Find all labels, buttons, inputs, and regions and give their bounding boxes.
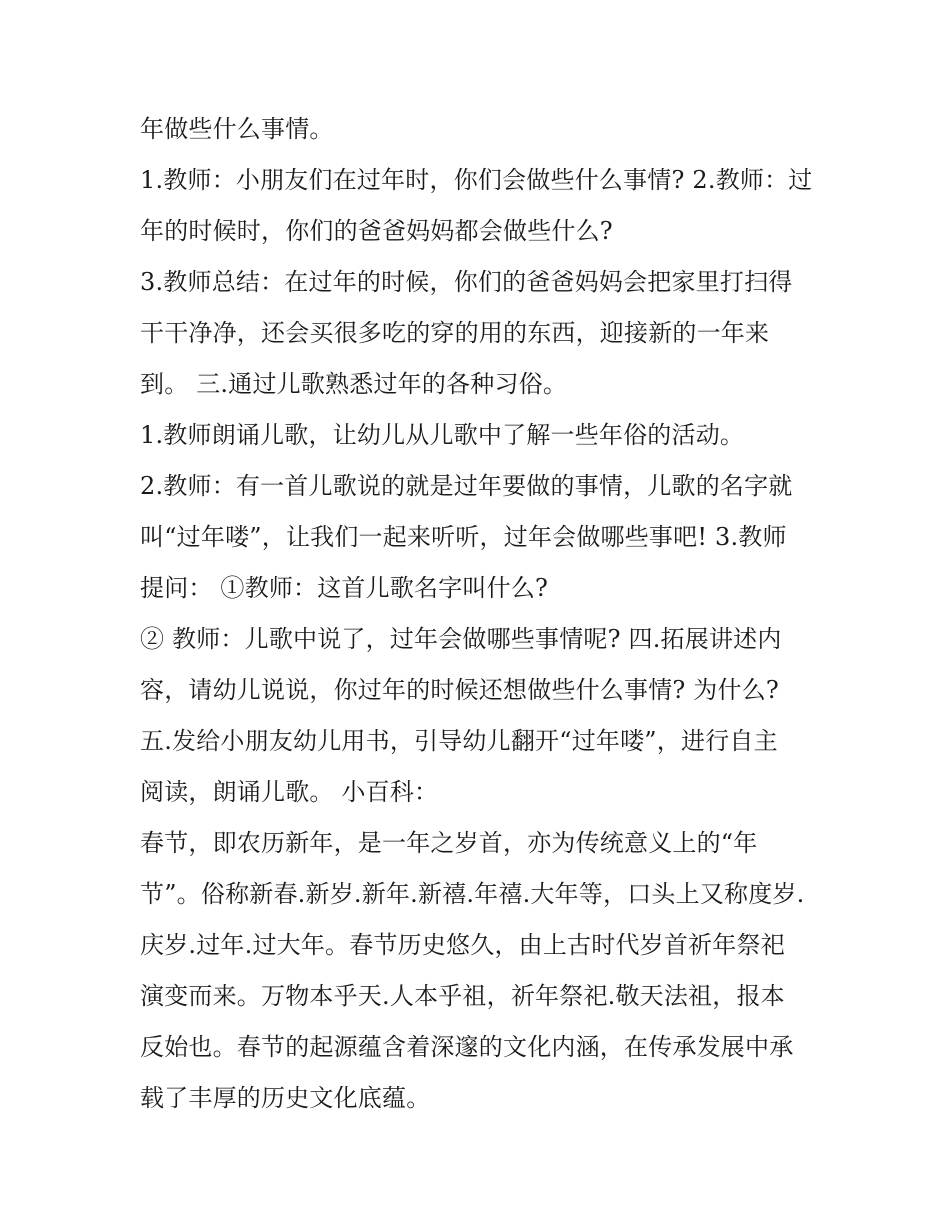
text-line-1: 年做些什么事情。 [140,115,334,143]
body-text [140,104,840,1124]
text-line-13: 五.发给小朋友幼儿用书，引导幼儿翻开“过年喽”，进行自主 [140,727,778,755]
text-line-9: 叫“过年喽”，让我们一起来听听，过年会做哪些事吧! 3.教师 [140,523,787,551]
text-line-17: 庆岁.过年.过大年。春节历史悠久，由上古时代岁首祈年祭祀 [140,931,785,959]
text-line-8: 2.教师：有一首儿歌说的就是过年要做的事情，儿歌的名字就 [140,472,793,500]
text-line-11: ② 教师：儿歌中说了，过年会做哪些事情呢? 四.拓展讲述内 [140,625,782,653]
text-line-12: 容，请幼儿说说，你过年的时候还想做些什么事情? 为什么? [140,676,779,704]
text-line-6: 到。 三.通过儿歌熟悉过年的各种习俗。 [140,370,568,398]
text-line-3: 年的时候时，你们的爸爸妈妈都会做些什么? [140,217,613,245]
text-line-2: 1.教师：小朋友们在过年时，你们会做些什么事情? 2.教师：过 [140,166,813,194]
text-line-4: 3.教师总结：在过年的时候，你们的爸爸妈妈会把家里打扫得 [140,268,793,296]
text-line-20: 载了丰厚的历史文化底蕴。 [140,1084,431,1112]
text-line-16: 节”。俗称新春.新岁.新年.新禧.年禧.大年等，口头上又称度岁. [140,880,805,908]
text-line-10: 提问： ①教师：这首儿歌名字叫什么? [140,574,549,602]
text-line-19: 反始也。春节的起源蕴含着深邃的文化内涵，在传承发展中承 [140,1033,794,1061]
text-line-18: 演变而来。万物本乎天.人本乎祖，祈年祭祀.敬天法祖，报本 [140,982,785,1010]
text-line-7: 1.教师朗诵儿歌，让幼儿从儿歌中了解一些年俗的活动。 [140,421,745,449]
text-line-15: 春节，即农历新年，是一年之岁首，亦为传统意义上的“年 [140,829,758,857]
text-line-14: 阅读，朗诵儿歌。 小百科： [140,778,439,806]
text-line-5: 干干净净，还会买很多吃的穿的用的东西，迎接新的一年来 [140,319,770,347]
